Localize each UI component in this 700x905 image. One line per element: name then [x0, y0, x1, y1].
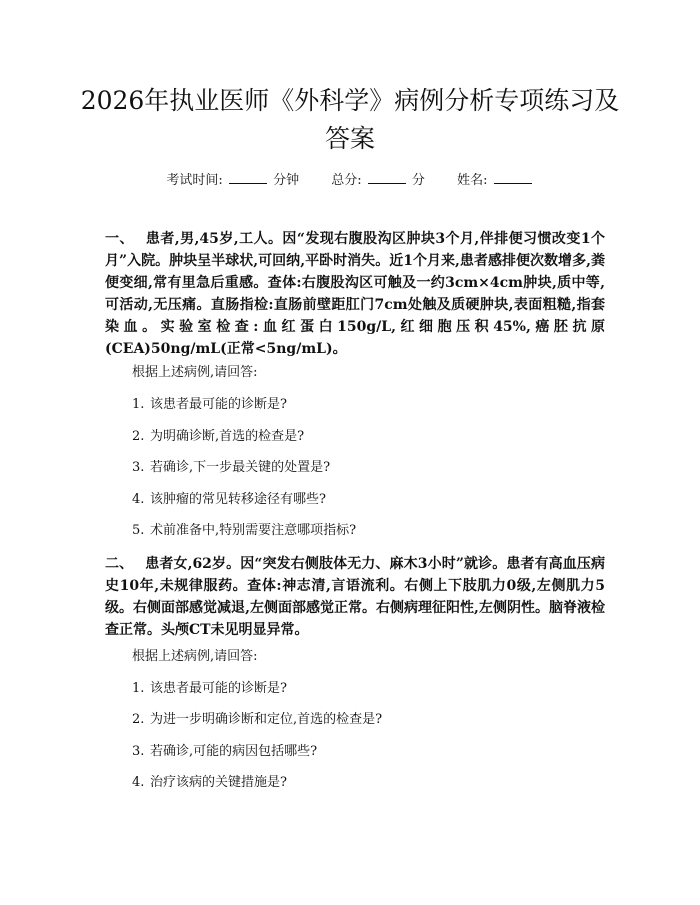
total-score-unit: 分	[411, 173, 425, 188]
question-text: 该患者最可能的诊断是?	[150, 397, 287, 412]
total-score-label: 总分:	[331, 173, 362, 188]
question-item	[132, 459, 330, 477]
case-description	[105, 228, 605, 360]
question-prompt: 根据上述病例,请回答:	[132, 649, 258, 664]
question-text: 若确诊,下一步最关键的处置是?	[150, 460, 331, 475]
question-item	[132, 491, 326, 509]
question-number: 2.	[132, 712, 145, 727]
question-item	[132, 774, 287, 792]
question-text: 术前准备中,特别需要注意哪项指标?	[150, 523, 357, 538]
case-text: 患者,男,45岁,工人。因“发现右腹股沟区肿块3个月,伴排便习惯改变1个月”入院。肿块呈半球状,可回纳,平卧时消失。近1个月来,患者感排便次数增多,粪便变细,常有里急后重感。查体:右腹股沟区可触及一约3cm×4cm肿块,质中等,可活动,无压痛。直肠指检:直肠前壁距肛门7cm处触及质硬肿块,表面粗糙,指套染血。实验室检查:血红蛋白150g/L,红细胞压积45%,癌胚抗原(CEA)50ng/mL(正常<5ng/mL)。	[105, 231, 606, 357]
question-number: 3.	[132, 744, 145, 759]
question-item	[132, 428, 304, 446]
question-text: 为明确诊断,首选的检查是?	[150, 429, 305, 444]
total-score-blank[interactable]	[368, 170, 406, 184]
name-field	[457, 173, 534, 188]
case-text: 患者女,62岁。因“突发右侧肢体无力、麻木3小时”就诊。患者有高血压病史10年,未规律服药。查体:神志清,言语流利。右侧上下肢肌力0级,左侧肌力5级。右侧面部感觉减退,左侧面部感觉正常。右侧病理征阳性,左侧阴性。脑脊液检查正常。头颅CT未见明显异常。	[105, 556, 606, 638]
case-number: 二、	[105, 556, 134, 572]
question-text: 该患者最可能的诊断是?	[150, 681, 287, 696]
question-prompt: 根据上述病例,请回答:	[132, 365, 258, 380]
exam-time-blank[interactable]	[229, 170, 267, 184]
question-text: 为进一步明确诊断和定位,首选的检查是?	[150, 712, 383, 727]
question-item	[132, 743, 317, 761]
question-number: 1.	[132, 681, 145, 696]
page-title: 2026年执业医师《外科学》病例分析专项练习及答案	[80, 86, 620, 153]
exam-time-unit: 分钟	[273, 173, 300, 188]
question-item	[132, 522, 356, 540]
question-number: 1.	[132, 397, 145, 412]
question-text: 该肿瘤的常见转移途径有哪些?	[150, 492, 326, 507]
question-number: 4.	[132, 775, 145, 790]
exam-time-field	[166, 173, 303, 188]
question-number: 5.	[132, 523, 145, 538]
name-label: 姓名:	[457, 173, 488, 188]
name-blank[interactable]	[494, 170, 532, 184]
case-number: 一、	[105, 231, 134, 247]
exam-time-label: 考试时间:	[166, 173, 223, 188]
exam-info-line	[0, 170, 700, 190]
question-item	[132, 680, 287, 698]
question-number: 2.	[132, 429, 145, 444]
question-text: 治疗该病的关键措施是?	[150, 775, 287, 790]
question-item	[132, 711, 382, 729]
case-description	[105, 553, 605, 641]
question-number: 3.	[132, 460, 145, 475]
question-item	[132, 396, 287, 414]
question-number: 4.	[132, 492, 145, 507]
question-text: 若确诊,可能的病因包括哪些?	[150, 744, 318, 759]
total-score-field	[331, 173, 429, 188]
